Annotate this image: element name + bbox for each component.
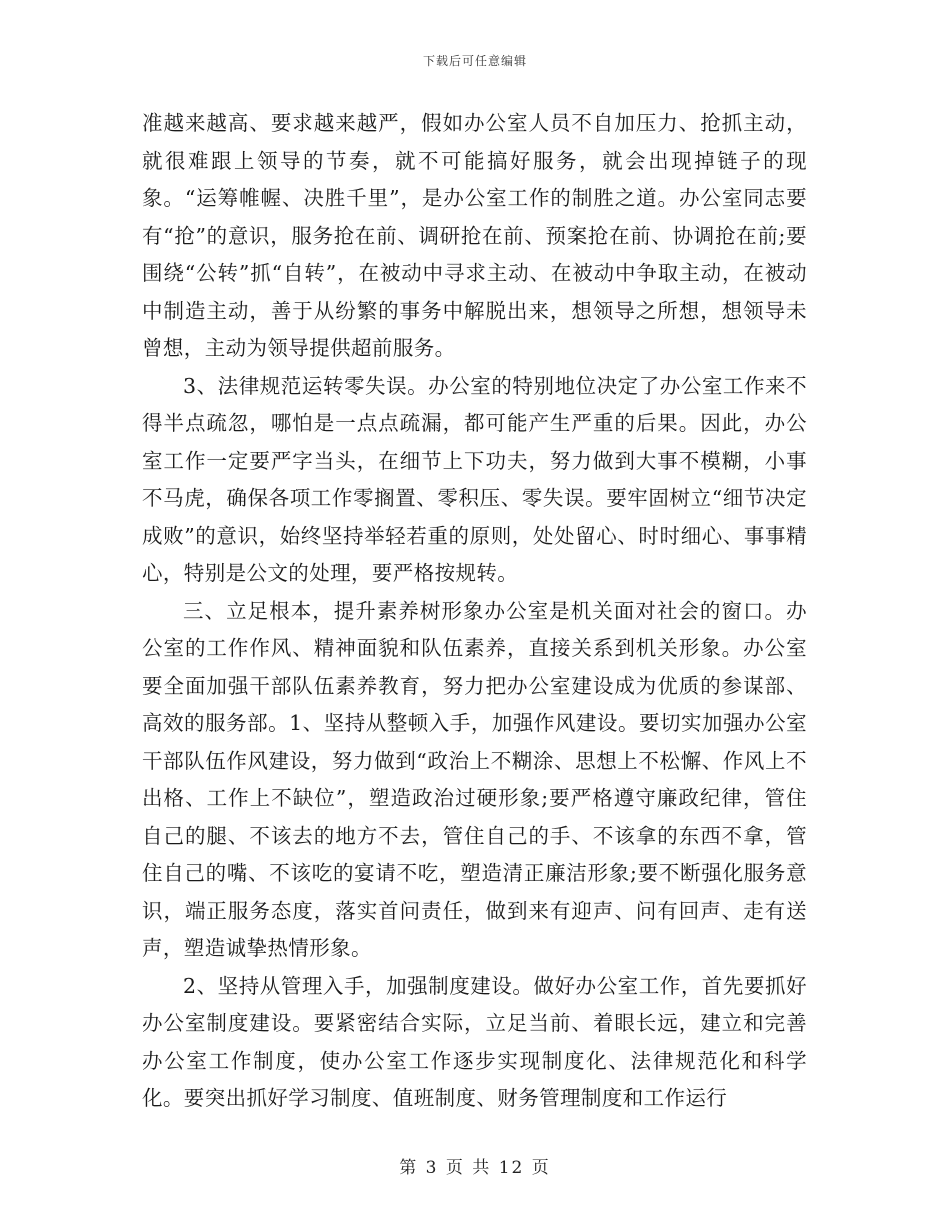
paragraph-continuation: 准越来越高、要求越来越严，假如办公室人员不自加压力、抢抓主动，就很难跟上领导的节奏，就不可能搞好服务，就会出现掉链子的现象。“运筹帷幄、决胜千里”，是办公室工作的制胜之道。办公室同志要有“抢”的意识，服务抢在前、调研抢在前、预案抢在前、协调抢在前;要围绕“公转”抓“自转”，在被动中寻求主动、在被动中争取主动，在被动中制造主动，善于从纷繁的事务中解脱出来，想领导之所想，想领导未曾想，主动为领导提供超前服务。 bbox=[142, 111, 807, 360]
paragraph-section-three: 三、立足根本，提升素养树形象办公室是机关面对社会的窗口。办公室的工作作风、精神面貌和队伍素养，直接关系到机关形象。办公室要全面加强干部队伍素养教育，努力把办公室建设成为优质的参谋部、高效的服务部。1、坚持从整顿入手，加强作风建设。要切实加强办公室干部队伍作风建设，努力做到“政治上不糊涂、思想上不松懈、作风上不出格、工作上不缺位”，塑造政治过硬形象;要严格遵守廉政纪律，管住自己的腿、不该去的地方不去，管住自己的手、不该拿的东西不拿，管住自己的嘴、不该吃的宴请不吃，塑造清正廉洁形象;要不断强化服务意识，端正服务态度，落实首问责任，做到来有迎声、问有回声、走有送声，塑造诚挚热情形象。 bbox=[142, 598, 807, 960]
paragraph-institution-building: 2、坚持从管理入手，加强制度建设。做好办公室工作，首先要抓好办公室制度建设。要紧密结合实际，立足当前、着眼长远，建立和完善办公室工作制度，使办公室工作逐步实现制度化、法律规范化和科学化。要突出抓好学习制度、值班制度、财务管理制度和工作运行 bbox=[142, 973, 807, 1110]
page-number-footer: 第 3 页 共 12 页 bbox=[399, 1158, 551, 1178]
page-header-note: 下载后可任意编辑 bbox=[422, 54, 527, 68]
document-body bbox=[142, 105, 807, 1118]
paragraph-legal-standard: 3、法律规范运转零失误。办公室的特别地位决定了办公室工作来不得半点疏忽，哪怕是一点点疏漏，都可能产生严重的后果。因此，办公室工作一定要严字当头，在细节上下功夫，努力做到大事不模糊，小事不马虎，确保各项工作零搁置、零积压、零失误。要牢固树立“细节决定成败”的意识，始终坚持举轻若重的原则，处处留心、时时细心、事事精心，特别是公文的处理，要严格按规转。 bbox=[142, 373, 807, 585]
